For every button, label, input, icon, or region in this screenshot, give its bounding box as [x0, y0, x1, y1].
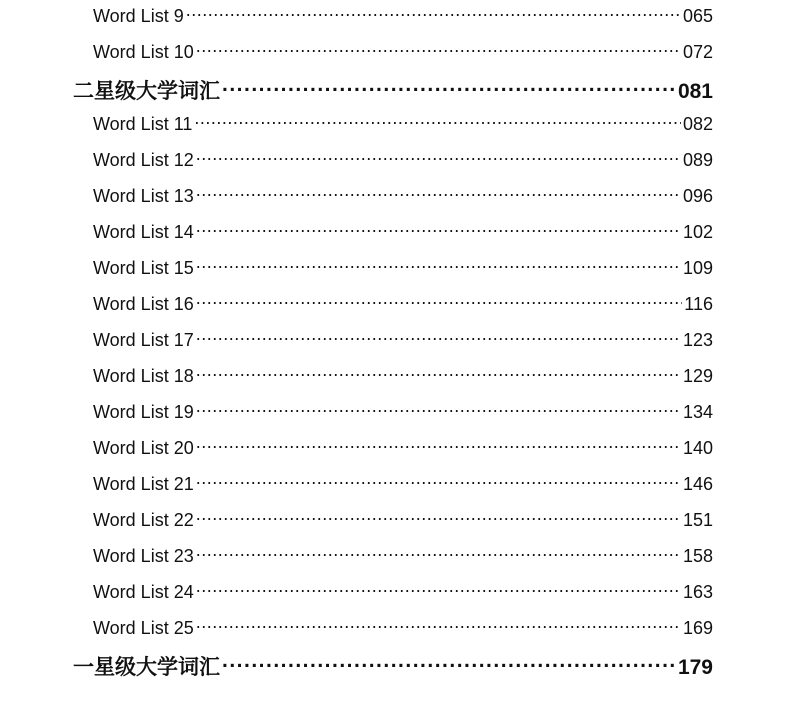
toc-entry-page-number: 072 — [682, 42, 713, 62]
toc-section-title: 二星级大学词汇 — [73, 80, 220, 103]
toc-entry-word-list-9[interactable] — [93, 4, 713, 27]
dot-leader — [196, 148, 681, 166]
dot-leader — [196, 400, 681, 418]
toc-entry-title: Word List 23 — [93, 546, 194, 566]
dot-leader — [196, 616, 681, 634]
toc-entry-word-list-10[interactable] — [93, 40, 713, 63]
toc-entry-title: Word List 14 — [93, 222, 194, 242]
toc-entry-title: Word List 12 — [93, 150, 194, 170]
toc-entry-title: Word List 21 — [93, 474, 194, 494]
toc-entry-word-list-13[interactable] — [93, 184, 713, 207]
toc-section-title: 一星级大学词汇 — [73, 656, 220, 679]
dot-leader — [196, 328, 681, 346]
toc-entry-page-number: 134 — [682, 402, 713, 422]
toc-entry-word-list-17[interactable] — [93, 328, 713, 351]
toc-entry-title: Word List 20 — [93, 438, 194, 458]
toc-entry-page-number: 129 — [682, 366, 713, 386]
toc-entry-title: Word List 22 — [93, 510, 194, 530]
toc-entry-title: Word List 13 — [93, 186, 194, 206]
dot-leader — [194, 112, 681, 130]
toc-entry-page-number: 089 — [682, 150, 713, 170]
toc-entry-page-number: 109 — [682, 258, 713, 278]
toc-entry-title: Word List 17 — [93, 330, 194, 350]
dot-leader — [196, 364, 681, 382]
dot-leader — [196, 508, 681, 526]
toc-entry-page-number: 065 — [682, 6, 713, 26]
toc-entry-page-number: 158 — [682, 546, 713, 566]
toc-entry-title: Word List 25 — [93, 618, 194, 638]
toc-entry-title: Word List 24 — [93, 582, 194, 602]
toc-entry-page-number: 140 — [682, 438, 713, 458]
toc-entry-word-list-21[interactable] — [93, 472, 713, 495]
dot-leader — [196, 220, 681, 238]
toc-entry-page-number: 169 — [682, 618, 713, 638]
toc-entry-page-number: 151 — [682, 510, 713, 530]
dot-leader — [196, 256, 681, 274]
toc-section-two-star-vocabulary[interactable] — [73, 75, 713, 105]
dot-leader — [222, 653, 676, 674]
toc-entry-word-list-16[interactable] — [93, 292, 713, 315]
toc-entry-page-number: 102 — [682, 222, 713, 242]
toc-section-one-star-vocabulary[interactable] — [73, 651, 713, 681]
toc-entry-word-list-19[interactable] — [93, 400, 713, 423]
toc-entry-title: Word List 19 — [93, 402, 194, 422]
toc-entry-word-list-25[interactable] — [93, 616, 713, 639]
toc-entry-word-list-12[interactable] — [93, 148, 713, 171]
toc-entry-title: Word List 16 — [93, 294, 194, 314]
toc-entry-word-list-11[interactable] — [93, 112, 713, 135]
toc-entry-word-list-23[interactable] — [93, 544, 713, 567]
toc-entry-page-number: 146 — [682, 474, 713, 494]
toc-entry-word-list-22[interactable] — [93, 508, 713, 531]
toc-section-page-number: 081 — [677, 80, 713, 103]
toc-entry-word-list-24[interactable] — [93, 580, 713, 603]
toc-entry-title: Word List 10 — [93, 42, 194, 62]
dot-leader — [196, 40, 681, 58]
toc-entry-title: Word List 15 — [93, 258, 194, 278]
toc-entry-word-list-15[interactable] — [93, 256, 713, 279]
toc-entry-word-list-18[interactable] — [93, 364, 713, 387]
dot-leader — [222, 77, 676, 98]
dot-leader — [196, 436, 681, 454]
toc-entry-word-list-20[interactable] — [93, 436, 713, 459]
toc-entry-page-number: 116 — [684, 294, 713, 314]
dot-leader — [196, 544, 681, 562]
toc-entry-page-number: 123 — [682, 330, 713, 350]
dot-leader — [186, 4, 681, 22]
toc-entry-page-number: 096 — [682, 186, 713, 206]
dot-leader — [196, 184, 681, 202]
dot-leader — [196, 472, 681, 490]
toc-entry-title: Word List 18 — [93, 366, 194, 386]
toc-entry-page-number: 082 — [682, 114, 713, 134]
dot-leader — [196, 292, 683, 310]
toc-entry-title: Word List 11 — [93, 114, 193, 134]
toc-entry-title: Word List 9 — [93, 6, 184, 26]
toc-section-page-number: 179 — [677, 656, 713, 679]
dot-leader — [196, 580, 681, 598]
toc-entry-page-number: 163 — [682, 582, 713, 602]
toc-entry-word-list-14[interactable] — [93, 220, 713, 243]
